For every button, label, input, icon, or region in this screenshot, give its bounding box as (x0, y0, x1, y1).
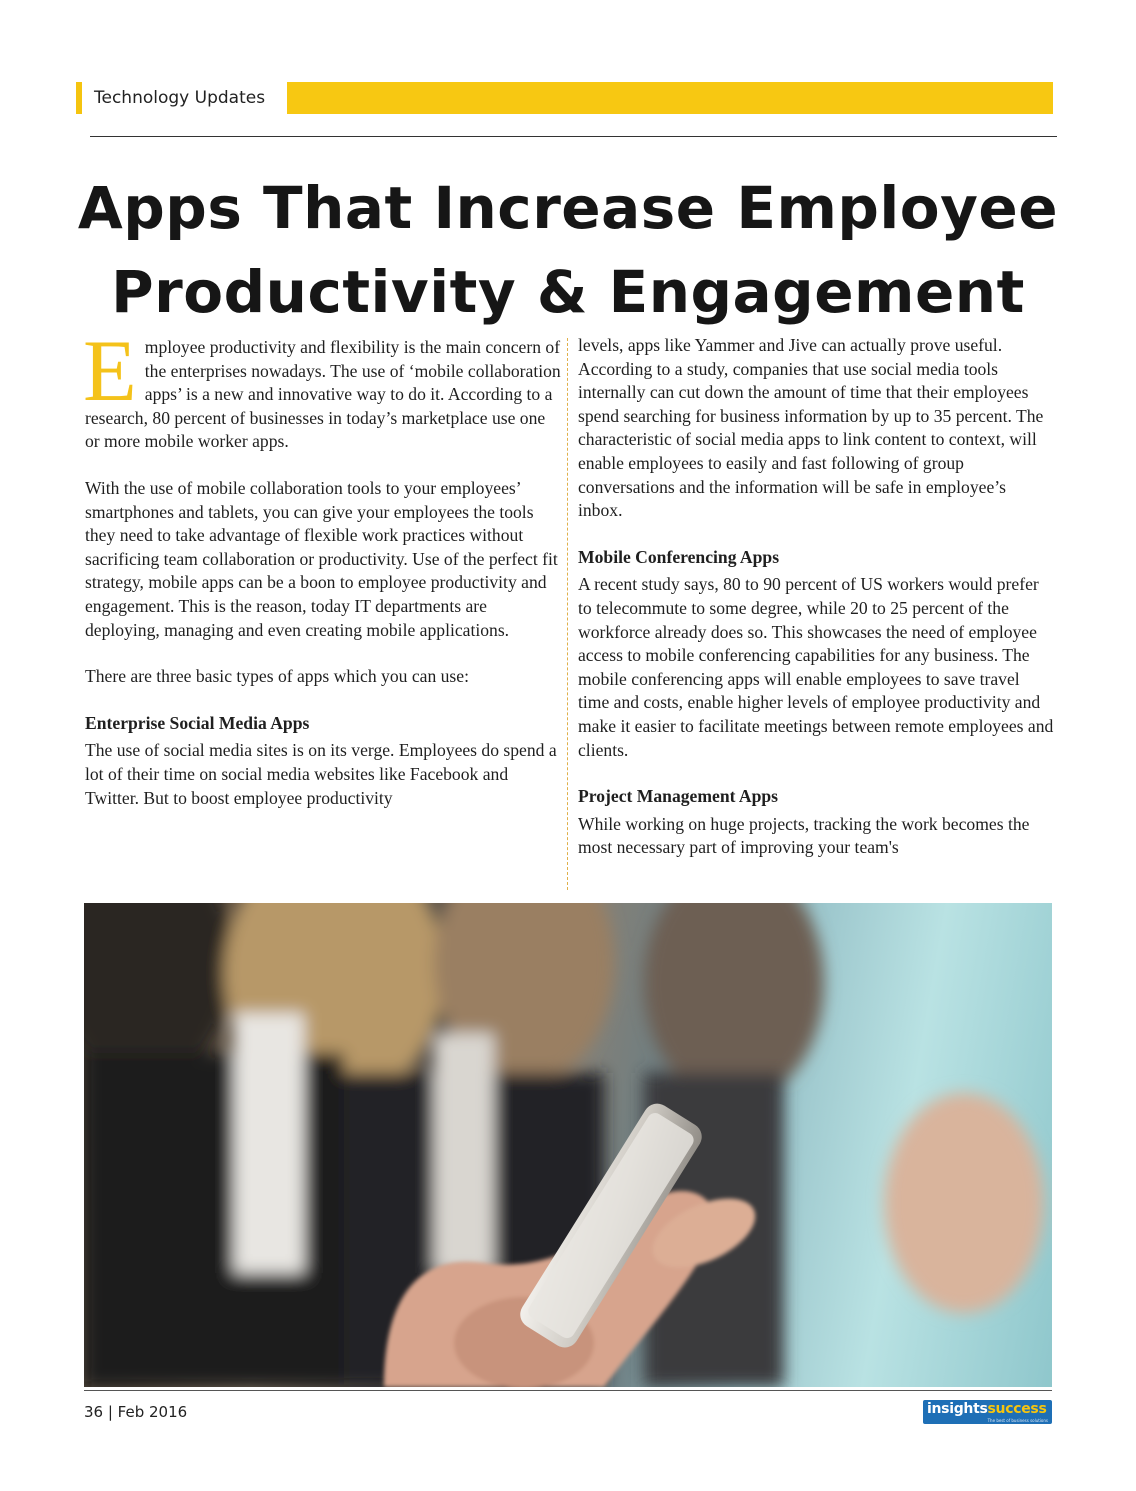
publisher-logo (923, 1400, 1052, 1424)
logo-part-success: success (987, 1401, 1047, 1417)
paragraph-app-types: There are three basic types of apps which you can use: (85, 666, 469, 687)
article-title (60, 166, 1076, 334)
column-divider (567, 338, 568, 890)
paragraph-social-media-cont: levels, apps like Yammer and Jive can actually prove useful. According to a study, companies that use social media tools internally can cut down the amount of time that their employees spend searching for business information by up to 35 percent. The characteristic of social media apps to link content to context, will enable employees to easily and fast following of group conversations and the information will be safe in employee’s inbox. (578, 335, 1044, 521)
header-divider (90, 136, 1057, 137)
heading-social-media-apps: Enterprise Social Media Apps (85, 712, 310, 733)
article-photo (84, 903, 1052, 1387)
left-column (83, 323, 561, 833)
right-column (578, 334, 1054, 883)
paragraph-project-management: While working on huge projects, tracking the work becomes the most necessary part of improving your team's (578, 813, 1030, 858)
section-accent-bar (76, 82, 82, 114)
intro-text: mployee productivity and flexibility is the main concern of the enterprises nowadays. The use of ‘mobile collaboration apps’ is a new and innovative way to do it. According to a research, 80 percent of businesses in today’s marketplace use one or more mobile worker apps. (85, 337, 561, 452)
logo-wordmark (927, 1401, 1046, 1417)
section-header-fill (287, 82, 1053, 114)
title-line-2: Productivity & Engagement (111, 258, 1025, 326)
photo-illustration (84, 903, 1052, 1387)
paragraph-collaboration-tools: With the use of mobile collaboration tools to your employees’ smartphones and tablets, you can give your employees the tools they need to take advantage of flexible work practices without sacrificing team collaboration or productivity. Use of the perfect fit strategy, mobile apps can be a boon to employee productivity and engagement. This is the reason, today IT departments are deploying, managing and even creating mobile applications. (85, 477, 558, 640)
logo-tagline: The best of business solutions (987, 1418, 1048, 1423)
paragraph-social-media-start: The use of social media sites is on its verge. Employees do spend a lot of their time on social media websites like Facebook and Twitter. But to boost employee productivity (85, 740, 557, 808)
paragraph-conferencing: A recent study says, 80 to 90 percent of US workers would prefer to telecommute to some degree, while 20 to 25 percent of the workforce already does so. This showcases the need of employee access to mobile conferencing capabilities for any business. The mobile conferencing apps will enable employees to save travel time and costs, enable higher levels of employee productivity and make it easier to facilitate meetings between remote employees and clients. (578, 574, 1054, 760)
drop-cap: E (83, 323, 137, 420)
page-number-date: 36 | Feb 2016 (84, 1403, 188, 1421)
section-header (76, 82, 1053, 114)
intro-paragraph (83, 323, 561, 454)
logo-part-insights: insights (927, 1401, 988, 1417)
title-line-1: Apps That Increase Employee (77, 174, 1059, 242)
footer-divider (84, 1390, 1052, 1391)
heading-conferencing-apps: Mobile Conferencing Apps (578, 546, 780, 567)
heading-project-management-apps: Project Management Apps (578, 786, 779, 807)
section-label: Technology Updates (94, 88, 266, 108)
